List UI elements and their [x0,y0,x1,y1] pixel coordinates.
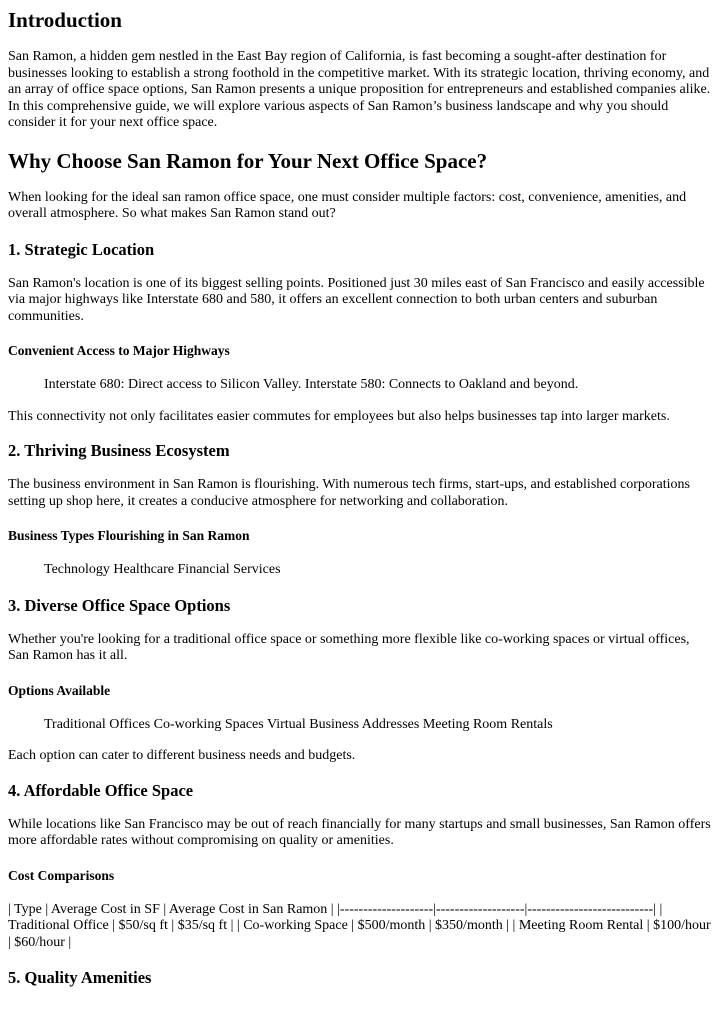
affordable-subheading: Cost Comparisons [8,867,115,883]
options-subheading: Options Available [8,682,111,698]
ecosystem-heading: 2. Thriving Business Ecosystem [8,441,230,460]
options-after: Each option can cater to different business needs and budgets. [8,748,356,763]
intro-heading: Introduction [8,8,122,32]
location-list: Interstate 680: Direct access to Silicon Valley. Interstate 580: Connects to Oakland and beyond. [44,377,579,392]
article [0,8,720,988]
options-paragraph: Whether you're looking for a traditional office space or something more flexible like co-working spaces or virtual offices, San Ramon has it all. [8,631,690,663]
affordable-heading: 4. Affordable Office Space [8,780,194,800]
amenities-heading: 5. Quality Amenities [8,968,152,987]
options-list: Traditional Offices Co-working Spaces Virtual Business Addresses Meeting Room Rentals [44,716,553,732]
location-after: This connectivity not only facilitates easier commutes for employees but also helps businesses tap into larger markets. [8,408,670,424]
ecosystem-list: Technology Healthcare Financial Services [44,562,281,577]
options-heading: 3. Diverse Office Space Options [8,595,231,615]
location-paragraph: San Ramon's location is one of its biggest selling points. Positioned just 30 miles east of San Francisco and easily accessible via major highways like Interstate 680 and 580, it offers an excellent connection to both urban centers and suburban communities. [8,275,705,324]
affordable-paragraph: While locations like San Francisco may be out of reach financially for many startups and small businesses, San Ramon offers more affordable rates without compromising on quality or amenities. [8,816,711,848]
location-heading: 1. Strategic Location [8,239,155,259]
location-subheading: Convenient Access to Major Highways [8,343,230,358]
ecosystem-subheading: Business Types Flourishing in San Ramon [8,528,250,543]
why-paragraph: When looking for the ideal san ramon office space, one must consider multiple factors: cost, convenience, amenities, and overall atmosphere. So what makes San Ramon stand out? [8,189,687,221]
cost-table-text: | Type | Average Cost in SF | Average Cost in San Ramon | |--------------------|-------------------|---------------------------| | Traditional Office | $50/sq ft | $35/sq ft | | Co-working Space | $500/month | $350/month | | Meeting Room Rental | $100/hour | $60/hour | [8,901,711,950]
ecosystem-paragraph: The business environment in San Ramon is flourishing. With numerous tech firms, start-ups, and established corporations setting up shop here, it creates a conducive atmosphere for networking and collaboration. [8,477,690,509]
why-heading: Why Choose San Ramon for Your Next Office Space? [8,148,488,173]
intro-paragraph: San Ramon, a hidden gem nestled in the East Bay region of California, is fast becoming a sought-after destination for businesses looking to establish a strong foothold in the competitive market. With its strategic location, thriving economy, and an array of office space options, San Ramon presents a unique proposition for entrepreneurs and established companies alike. In this comprehensive guide, we will explore various aspects of San Ramon’s business landscape and why you should consider it for your next office space. [8,49,711,130]
